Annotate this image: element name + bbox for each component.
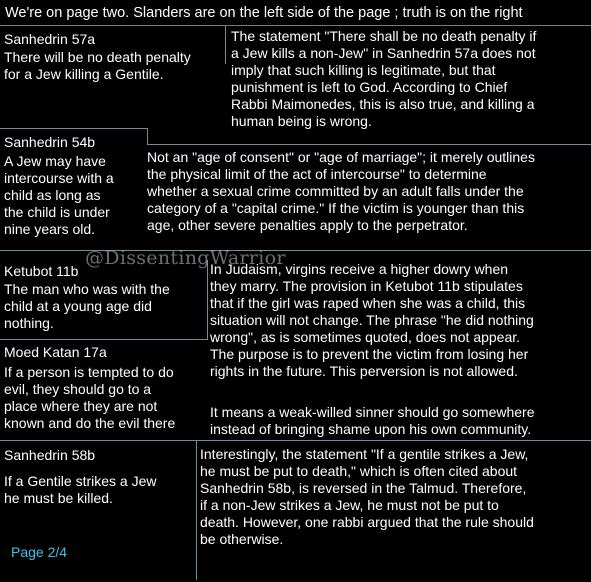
truth-text: Not an "age of consent" or "age of marriage"; it merely outlines the physical limit of the act of intercourse" to determine whether a sexual crime committed by an adult falls under the category of a "capital crime." If the victim is younger than this age, other severe penalties apply to the perpetrator. bbox=[147, 149, 535, 233]
divider bbox=[207, 260, 208, 340]
divider bbox=[0, 128, 148, 129]
divider bbox=[196, 440, 197, 580]
talmud-reference: Sanhedrin 54b bbox=[4, 134, 96, 150]
talmud-reference: Sanhedrin 58b bbox=[4, 447, 96, 463]
slander-text: The man who was with the child at a young age did nothing. bbox=[4, 281, 170, 331]
truth-text: In Judaism, virgins receive a higher dowry when they marry. The provision in Ketubot 11b stipulates that if the girl was raped when she was a child, this situation will not change. The phrase "he did nothing wrong", as is sometimes quoted, does not appear. The purpose is to prevent the victim from losing her rights in the future. This perversion is not allowed. bbox=[210, 261, 534, 379]
page-indicator: Page 2/4 bbox=[11, 544, 68, 560]
truth-text: The statement "There shall be no death penalty if a Jew kills a non-Jew" in Sanhedrin 57a does not imply that such killing is legitimate, but that punishment is left to God. According to Chief Rabbi Maimonedes, this is also true, and killing a human being is wrong. bbox=[231, 28, 537, 129]
divider bbox=[147, 144, 591, 145]
talmud-reference: Moed Katan 17a bbox=[4, 344, 107, 360]
truth-text: It means a weak-willed sinner should go somewhere instead of bringing shame upon his own community. bbox=[210, 404, 535, 437]
watermark: @DissentingWarrior bbox=[85, 247, 286, 269]
slander-text: If a Gentile strikes a Jew he must be killed. bbox=[4, 473, 157, 506]
slander-text: If a person is tempted to do evil, they should go to a place where they are not known and do the evil there bbox=[4, 364, 176, 431]
slander-text: A Jew may have intercourse with a child as long as the child is under nine years old. bbox=[4, 153, 114, 237]
page-header: We're on page two. Slanders are on the left side of the page ; truth is on the right bbox=[0, 0, 591, 26]
divider bbox=[225, 26, 226, 64]
divider bbox=[0, 440, 591, 441]
divider bbox=[147, 128, 148, 145]
talmud-reference: Sanhedrin 57a bbox=[4, 31, 96, 47]
slander-text: There will be no death penalty for a Jew killing a Gentile. bbox=[4, 49, 191, 82]
talmud-reference: Ketubot 11b bbox=[4, 263, 79, 279]
divider bbox=[0, 339, 207, 340]
truth-text: Interestingly, the statement "If a gentile strikes a Jew, he must be put to death," which is often cited about Sanhedrin 58b, is reversed in the Talmud. Therefore, if a non-Jew strikes a Jew, he must not be put to death. However, one rabbi argued that the rule should be otherwise. bbox=[200, 446, 534, 547]
